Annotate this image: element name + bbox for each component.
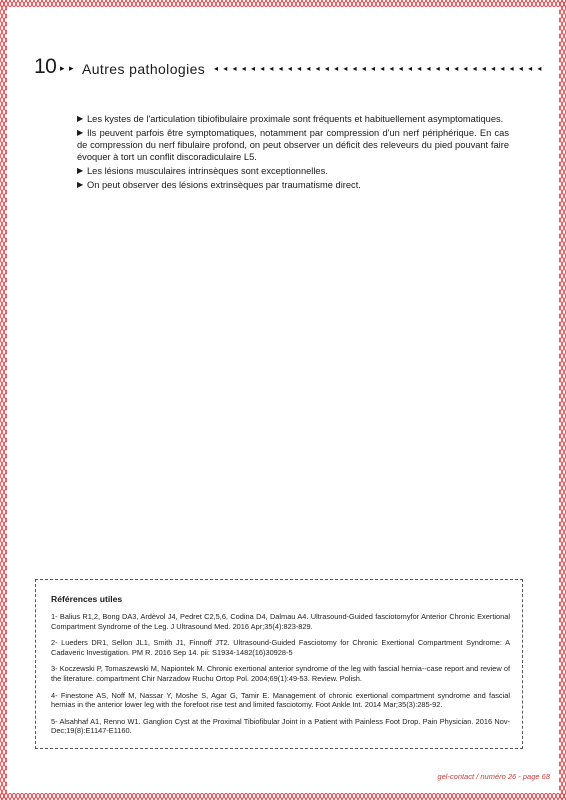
section-title: Autres pathologies	[82, 61, 206, 77]
bullet-text: Les lésions musculaires intrinsèques sont exceptionnelles.	[87, 166, 328, 176]
reference-item: 5- Alsahhaf A1, Renno W1. Ganglion Cyst at the Proximal Tibiofibular Joint in a Patient with Painless Foot Drop. Pain Physician. 2016 Nov-Dec;19(8):E1147-E1160.	[51, 716, 510, 736]
reference-item: 3- Koczewski P, Tomaszewski M, Napiontek M. Chronic exertional anterior syndrome of the leg with fascial hernia--case report and review of the literature. compartment Chir Narzadow Ruchu Ortop Pol. 2004;69(1):49-53. Review. Polish.	[51, 664, 510, 683]
bullet-text: On peut observer des lésions extrinsèques par traumatisme direct.	[87, 180, 361, 190]
triangle-right-icon: ▶	[77, 128, 84, 137]
triangle-right-icon: ▶	[77, 114, 84, 123]
header-arrows-left: ▸ ▸	[60, 63, 75, 73]
references-title: Références utiles	[51, 594, 123, 604]
list-item	[77, 179, 509, 191]
section-number: 10	[34, 55, 57, 78]
triangle-right-icon: ▶	[77, 166, 84, 175]
bullet-text: Les kystes de l'articulation tibiofibulaire proximale sont fréquents et habituellement asymptomatiques.	[87, 114, 504, 124]
list-item	[77, 113, 509, 125]
reference-item: 1- Balius R1,2, Bong DA3, Ardèvol J4, Pedret C2,5,6, Codina D4, Dalmau A4. Ultrasound-Guided fasciotomyfor Anterior Chronic Exertional Compartment Syndrome of the Leg. J Ultrasound Med. 2016 Apr;35(4):823-829.	[51, 612, 510, 631]
reference-item: 4- Finestone AS, Noff M, Nassar Y, Moshe S, Agar G, Tamir E. Management of chronic exertional compartment syndrome and fascial hernias in the anterior lower leg with the forefoot rise test and limited fasciotomy. Foot Ankle Int. 2014 Mar;35(3):285-92.	[51, 690, 510, 710]
references-box	[35, 579, 523, 749]
section-header	[34, 55, 543, 81]
header-arrows-right: ◂ ◂ ◂ ◂ ◂ ◂ ◂ ◂ ◂ ◂ ◂ ◂ ◂ ◂ ◂ ◂ ◂ ◂ ◂ ◂ ◂ ◂ ◂ ◂ ◂ ◂ ◂ ◂ ◂ ◂ ◂ ◂ ◂ ◂ ◂ ◂	[214, 64, 543, 73]
page-footer: gel-contact / numéro 26 - page 68	[437, 772, 550, 781]
bullet-list	[77, 113, 509, 193]
reference-item: 2- Lueders DR1, Sellon JL1, Smith J1, Finnoff JT2. Ultrasound-Guided Fasciotomy for Chronic Exertional Compartment Syndrome: A Cadaveric Investigation. PM R. 2016 Sep 14. pii: S1934-1482(16)30928-5	[51, 638, 510, 657]
triangle-right-icon: ▶	[77, 180, 84, 189]
list-item	[77, 165, 509, 177]
bullet-text: Ils peuvent parfois être symptomatiques, notamment par compression d'un nerf périphérique. En cas de compression du nerf fibulaire profond, on peut observer un déficit des releveurs du pied pouvant faire évoquer à tort un conflit discoradiculaire L5.	[77, 128, 509, 162]
list-item	[77, 127, 509, 163]
